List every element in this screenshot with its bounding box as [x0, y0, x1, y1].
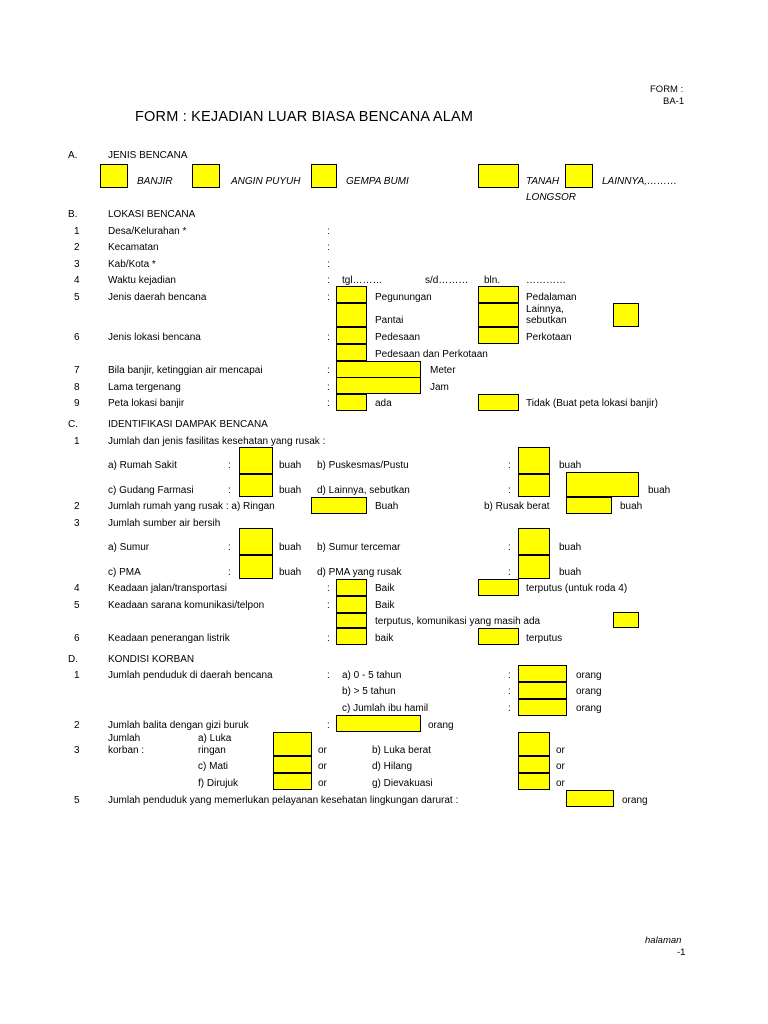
or-label: or — [318, 761, 327, 772]
dievakuasi-input[interactable] — [518, 773, 550, 790]
lainnya-fasilitas-input[interactable] — [518, 474, 550, 497]
colon: : — [508, 460, 511, 471]
sumur-tercemar-label: b) Sumur tercemar — [317, 542, 401, 553]
banjir-checkbox[interactable] — [100, 164, 128, 188]
buah-unit: buah — [279, 460, 302, 471]
peta-ada-checkbox[interactable] — [336, 394, 367, 411]
fasilitas-question: Jumlah dan jenis fasilitas kesehatan yang rusak : — [108, 436, 326, 447]
gudang-farmasi-label: c) Gudang Farmasi — [108, 485, 194, 496]
lainnya-daerah-checkbox[interactable] — [478, 303, 519, 327]
puskesmas-input[interactable] — [518, 447, 550, 474]
komunikasi-baik-checkbox[interactable] — [336, 596, 367, 613]
row-number: 2 — [74, 501, 80, 512]
row-number: 4 — [74, 583, 80, 594]
orang-unit: orang — [576, 686, 602, 697]
ketinggian-input[interactable] — [336, 361, 421, 378]
or-label: or — [556, 778, 565, 789]
colon: : — [228, 542, 231, 553]
meter-unit: Meter — [430, 365, 456, 376]
form-code: BA-1 — [663, 96, 685, 107]
kesehatan-lingkungan-label: Jumlah penduduk yang memerlukan pelayanan kesehatan lingkungan darurat : — [108, 795, 459, 806]
lainnya-checkbox[interactable] — [565, 164, 593, 188]
page-title: FORM : KEJADIAN LUAR BIASA BENCANA ALAM — [135, 109, 474, 125]
rumah-sakit-input[interactable] — [239, 447, 273, 474]
listrik-label: Keadaan penerangan listrik — [108, 633, 230, 644]
row-number: 1 — [74, 670, 80, 681]
orang-unit: orang — [576, 703, 602, 714]
buah-unit: buah — [279, 567, 302, 578]
pegunungan-checkbox[interactable] — [336, 286, 367, 303]
buah-unit: buah — [620, 501, 643, 512]
pegunungan-label: Pegunungan — [375, 292, 432, 303]
jumlah-korban-label-1: Jumlah — [108, 733, 141, 744]
terputus-komunikasi-label: terputus, komunikasi yang masih ada — [375, 616, 541, 627]
lama-tergenang-label: Lama tergenang — [108, 382, 181, 393]
pedalaman-checkbox[interactable] — [478, 286, 519, 303]
mati-input[interactable] — [273, 756, 312, 773]
gempa-bumi-checkbox[interactable] — [311, 164, 337, 188]
colon: : — [228, 567, 231, 578]
colon: : — [327, 242, 330, 253]
section-a-heading: JENIS BENCANA — [108, 150, 188, 161]
gudang-farmasi-input[interactable] — [239, 474, 273, 497]
sumber-air-question: Jumlah sumber air bersih — [108, 518, 221, 529]
colon: : — [327, 670, 330, 681]
section-a-letter: A. — [68, 150, 78, 161]
lainnya-fasilitas-label: d) Lainnya, sebutkan — [317, 485, 410, 496]
jumlah-korban-label-2: korban : — [108, 745, 145, 756]
lama-tergenang-input[interactable] — [336, 377, 421, 394]
rusak-berat-input[interactable] — [566, 497, 612, 514]
pedalaman-label: Pedalaman — [526, 292, 577, 303]
jenis-lokasi-label: Jenis lokasi bencana — [108, 332, 201, 343]
mati-label: c) Mati — [198, 761, 228, 772]
colon: : — [228, 460, 231, 471]
terputus-label: terputus — [526, 633, 563, 644]
pedesaan-label: Pedesaan — [375, 332, 421, 343]
pma-rusak-label: d) PMA yang rusak — [317, 567, 402, 578]
sumur-input[interactable] — [239, 528, 273, 555]
rumah-rusak-question: Jumlah rumah yang rusak : a) Ringan — [108, 501, 275, 512]
colon: : — [327, 720, 330, 731]
section-d-heading: KONDISI KORBAN — [108, 654, 195, 665]
colon: : — [228, 485, 231, 496]
pedesaan-perkotaan-label: Pedesaan dan Perkotaan — [375, 349, 488, 360]
pedesaan-checkbox[interactable] — [336, 327, 367, 344]
orang-unit: orang — [622, 795, 648, 806]
colon: : — [327, 583, 330, 594]
komunikasi-label: Keadaan sarana komunikasi/telpon — [108, 600, 265, 611]
section-c-letter: C. — [68, 419, 78, 430]
jalan-terputus-checkbox[interactable] — [478, 579, 519, 596]
tgl-field[interactable]: tgl……… — [342, 275, 383, 286]
colon: : — [327, 398, 330, 409]
form-label: FORM : — [650, 84, 684, 95]
angin-puyuh-label: ANGIN PUYUH — [231, 176, 301, 187]
gempa-bumi-label: GEMPA BUMI — [346, 176, 409, 187]
gizi-buruk-input[interactable] — [336, 715, 421, 732]
longsor-label: LONGSOR — [526, 192, 577, 203]
luka-ringan-input[interactable] — [273, 732, 312, 756]
section-c-heading: IDENTIFIKASI DAMPAK BENCANA — [108, 419, 268, 430]
row-number: 3 — [74, 518, 80, 529]
buah-unit: buah — [559, 460, 582, 471]
luka-berat-input[interactable] — [518, 732, 550, 756]
row-number: 5 — [74, 292, 80, 303]
buah-unit: buah — [279, 542, 302, 553]
pantai-label: Pantai — [375, 315, 404, 326]
jalan-label: Keadaan jalan/transportasi — [108, 583, 227, 594]
age-over-5-label: b) > 5 tahun — [342, 686, 396, 697]
buah-unit: buah — [279, 485, 302, 496]
or-label: or — [556, 745, 565, 756]
section-d-letter: D. — [68, 654, 78, 665]
ibu-hamil-input[interactable] — [518, 699, 567, 716]
tanah-longsor-checkbox[interactable] — [478, 164, 519, 188]
sebutkan-label: sebutkan — [526, 315, 567, 326]
desa-label: Desa/Kelurahan * — [108, 226, 187, 237]
pma-label: c) PMA — [108, 567, 141, 578]
buah-unit: buah — [559, 542, 582, 553]
page-number: -1 — [677, 947, 686, 958]
komunikasi-terputus-checkbox[interactable] — [336, 613, 367, 628]
colon: : — [508, 686, 511, 697]
buah-unit: buah — [559, 567, 582, 578]
colon: : — [508, 542, 511, 553]
orang-unit: orang — [576, 670, 602, 681]
listrik-baik-checkbox[interactable] — [336, 628, 367, 645]
colon: : — [508, 703, 511, 714]
ringan-input[interactable] — [311, 497, 367, 514]
row-number: 5 — [74, 600, 80, 611]
or-label: or — [318, 778, 327, 789]
lainnya-fasilitas-text[interactable] — [566, 472, 639, 497]
tanah-label: TANAH — [526, 176, 560, 187]
bln-field[interactable]: bln. — [484, 275, 501, 286]
sumur-label: a) Sumur — [108, 542, 150, 553]
ketinggian-label: Bila banjir, ketinggian air mencapai — [108, 365, 263, 376]
rusak-berat-label: b) Rusak berat — [484, 501, 550, 512]
row-number: 2 — [74, 242, 80, 253]
age-0-5-input[interactable] — [518, 665, 567, 682]
luka-ringan-label-1: a) Luka — [198, 733, 232, 744]
kabkota-label: Kab/Kota * — [108, 259, 156, 270]
komunikasi-masih-ada-input[interactable] — [613, 612, 639, 628]
pedesaan-perkotaan-checkbox[interactable] — [336, 344, 367, 361]
row-number: 3 — [74, 259, 80, 270]
baik-label: Baik — [375, 583, 395, 594]
peta-tidak-label: Tidak (Buat peta lokasi banjir) — [526, 398, 658, 409]
orang-unit: orang — [428, 720, 454, 731]
hilang-input[interactable] — [518, 756, 550, 773]
sumur-tercemar-input[interactable] — [518, 528, 550, 555]
colon: : — [327, 275, 330, 286]
perkotaan-checkbox[interactable] — [478, 327, 519, 344]
baik-label: Baik — [375, 600, 395, 611]
age-0-5-label: a) 0 - 5 tahun — [342, 670, 402, 681]
row-number: 2 — [74, 720, 80, 731]
row-number: 6 — [74, 633, 80, 644]
pma-rusak-input[interactable] — [518, 555, 550, 579]
colon: : — [327, 600, 330, 611]
row-number: 1 — [74, 436, 80, 447]
rumah-sakit-label: a) Rumah Sakit — [108, 460, 177, 471]
pma-input[interactable] — [239, 555, 273, 579]
colon: : — [508, 670, 511, 681]
row-number: 4 — [74, 275, 80, 286]
buah-unit: buah — [648, 485, 671, 496]
halaman-label: halaman — [645, 935, 682, 946]
colon: : — [327, 365, 330, 376]
or-label: or — [318, 745, 327, 756]
terputus-roda-label: terputus (untuk roda 4) — [526, 583, 628, 594]
colon: : — [508, 485, 511, 496]
buah-unit: Buah — [375, 501, 399, 512]
hilang-label: d) Hilang — [372, 761, 413, 772]
baik-label: baik — [375, 633, 394, 644]
kecamatan-label: Kecamatan — [108, 242, 159, 253]
gizi-buruk-label: Jumlah balita dengan gizi buruk — [108, 720, 249, 731]
lainnya-label: LAINNYA,……… — [602, 176, 678, 187]
colon: : — [327, 226, 330, 237]
jalan-baik-checkbox[interactable] — [336, 579, 367, 596]
colon: : — [327, 382, 330, 393]
dirujuk-label: f) Dirujuk — [198, 778, 239, 789]
row-number: 6 — [74, 332, 80, 343]
dirujuk-input[interactable] — [273, 773, 312, 790]
banjir-label: BANJIR — [137, 176, 173, 187]
colon: : — [327, 633, 330, 644]
colon: : — [327, 332, 330, 343]
peta-ada-label: ada — [375, 398, 392, 409]
colon: : — [508, 567, 511, 578]
dievakuasi-label: g) Dievakuasi — [372, 778, 433, 789]
section-b-heading: LOKASI BENCANA — [108, 209, 196, 220]
pantai-checkbox[interactable] — [336, 303, 367, 327]
sd-field[interactable]: s/d……… — [425, 275, 469, 286]
luka-ringan-label-2: ringan — [198, 745, 226, 756]
angin-puyuh-checkbox[interactable] — [192, 164, 220, 188]
section-b-letter: B. — [68, 209, 78, 220]
lainnya-daerah-label: Lainnya, — [526, 304, 564, 315]
row-number: 5 — [74, 795, 80, 806]
peta-tidak-checkbox[interactable] — [478, 394, 519, 411]
jam-unit: Jam — [430, 382, 449, 393]
colon: : — [327, 292, 330, 303]
puskesmas-label: b) Puskesmas/Pustu — [317, 460, 409, 471]
row-number: 7 — [74, 365, 80, 376]
luka-berat-label: b) Luka berat — [372, 745, 431, 756]
jenis-daerah-label: Jenis daerah bencana — [108, 292, 207, 303]
sebutkan-box[interactable] — [613, 303, 639, 327]
colon: : — [327, 259, 330, 270]
row-number: 1 — [74, 226, 80, 237]
or-label: or — [556, 761, 565, 772]
penduduk-label: Jumlah penduduk di daerah bencana — [108, 670, 273, 681]
kesehatan-lingkungan-input[interactable] — [566, 790, 614, 807]
perkotaan-label: Perkotaan — [526, 332, 572, 343]
waktu-label: Waktu kejadian — [108, 275, 176, 286]
row-number: 8 — [74, 382, 80, 393]
age-over-5-input[interactable] — [518, 682, 567, 699]
row-number: 3 — [74, 745, 80, 756]
listrik-terputus-checkbox[interactable] — [478, 628, 519, 645]
peta-label: Peta lokasi banjir — [108, 398, 185, 409]
row-number: 9 — [74, 398, 80, 409]
ibu-hamil-label: c) Jumlah ibu hamil — [342, 703, 429, 714]
year-field[interactable]: ………… — [526, 275, 566, 286]
